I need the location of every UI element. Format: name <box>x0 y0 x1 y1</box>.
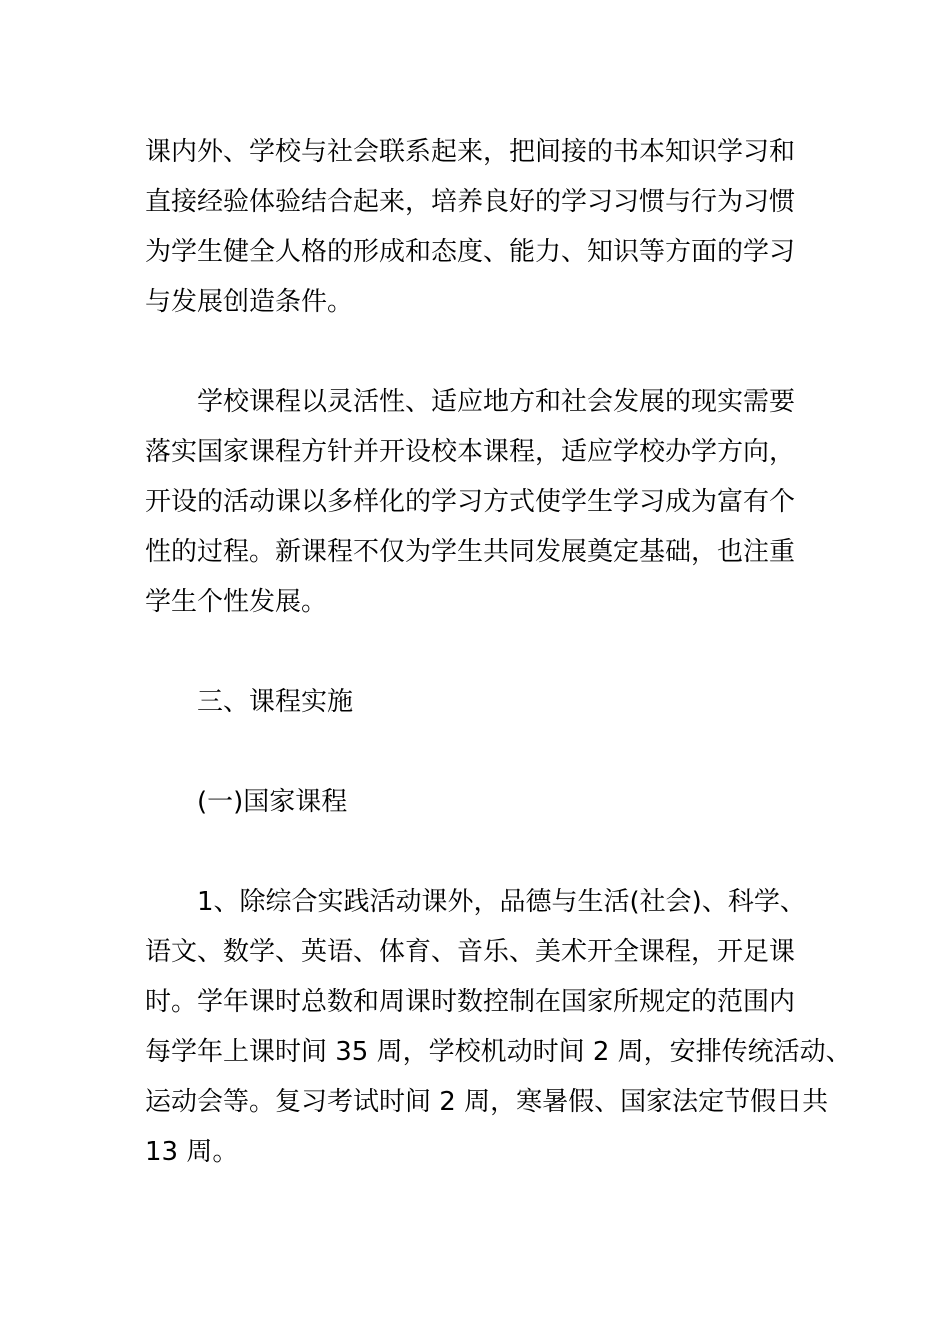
heading-text: 三、课程实施 <box>197 687 354 717</box>
document-page <box>145 127 852 1177</box>
text-line: 开设的活动课以多样化的学习方式使学生学习成为富有个 <box>145 487 796 517</box>
text-line: 学校课程以灵活性、适应地方和社会发展的现实需要 <box>197 387 796 417</box>
text-line: 性的过程。新课程不仅为学生共同发展奠定基础，也注重 <box>145 537 796 567</box>
text-line: 与发展创造条件。 <box>145 287 354 317</box>
paragraph-3 <box>145 877 852 1177</box>
heading-text: (一)国家课程 <box>197 787 348 817</box>
paragraph-gap <box>145 627 825 677</box>
text-line: 语文、数学、英语、体育、音乐、美术开全课程，开足课 <box>145 937 796 967</box>
paragraph-1 <box>145 127 825 327</box>
text-line: 时。学年课时总数和周课时数控制在国家所规定的范围内 <box>145 987 796 1017</box>
text-line: 落实国家课程方针并开设校本课程，适应学校办学方向， <box>145 437 796 467</box>
text-line: 运动会等。复习考试时间 2 周，寒暑假、国家法定节假日共 <box>145 1087 829 1117</box>
paragraph-2 <box>145 377 825 627</box>
text-line: 课内外、学校与社会联系起来，把间接的书本知识学习和 <box>145 137 796 167</box>
text-line: 每学年上课时间 35 周，学校机动时间 2 周，安排传统活动、 <box>145 1037 852 1067</box>
paragraph-gap <box>145 827 825 877</box>
subsection-heading <box>145 777 825 827</box>
paragraph-gap <box>145 327 825 377</box>
paragraph-gap <box>145 727 825 777</box>
text-line: 直接经验体验结合起来，培养良好的学习习惯与行为习惯 <box>145 187 796 217</box>
text-line: 为学生健全人格的形成和态度、能力、知识等方面的学习 <box>145 237 796 267</box>
text-line: 13 周。 <box>145 1137 239 1167</box>
text-line: 学生个性发展。 <box>145 587 328 617</box>
section-heading <box>145 677 825 727</box>
text-line: 1、除综合实践活动课外，品德与生活(社会)、科学、 <box>197 887 806 917</box>
